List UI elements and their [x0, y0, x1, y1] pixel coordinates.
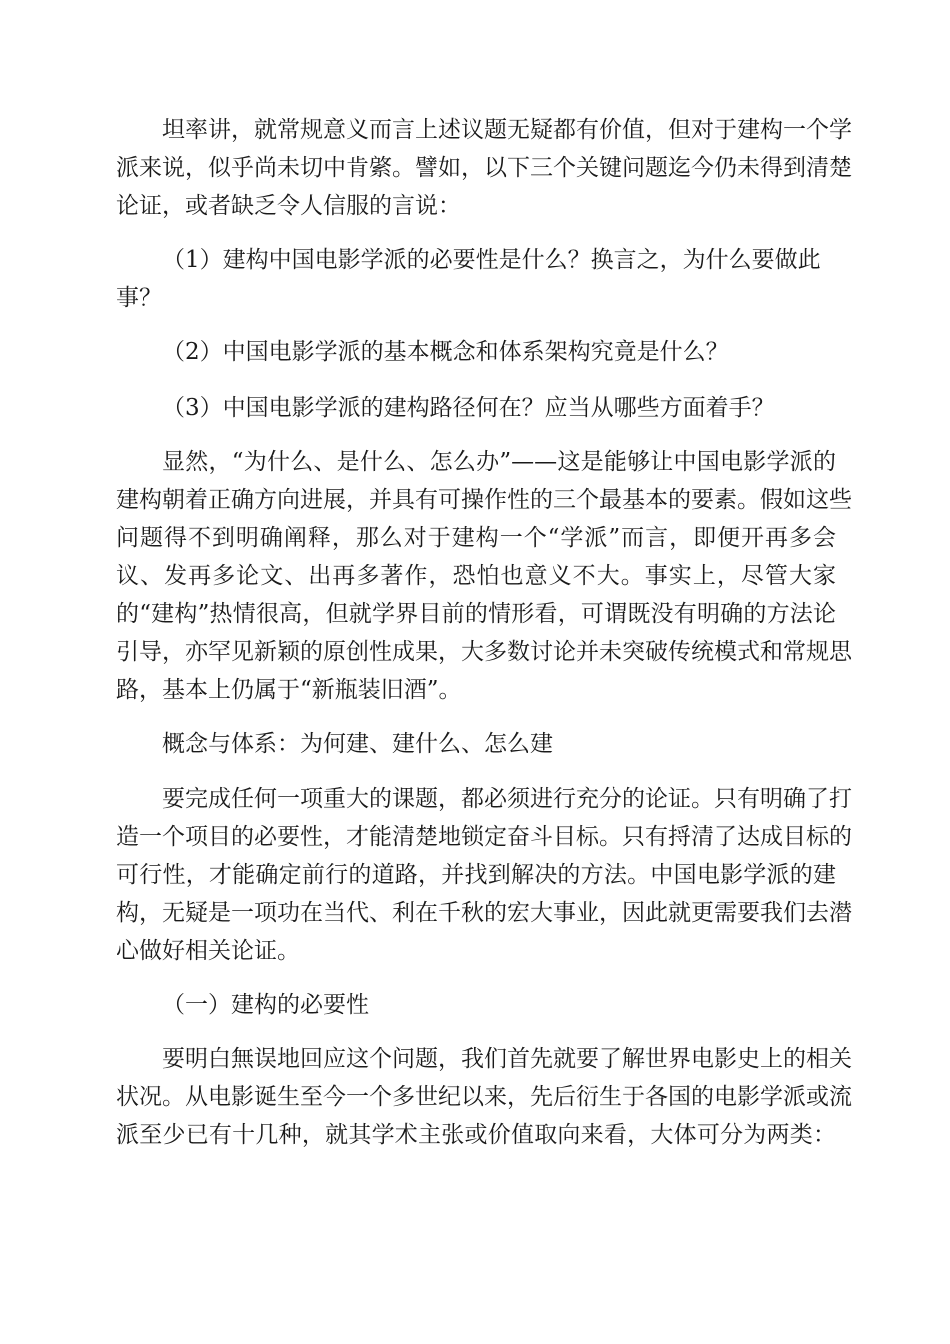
list-item-line: （1）建构中国电影学派的必要性是什么？换言之，为什么要做此: [162, 247, 821, 273]
paragraph-line: 坦率讲，就常规意义而言上述议题无疑都有价值，但对于建构一个学: [162, 117, 852, 143]
list-item-line: 事？: [116, 285, 162, 311]
paragraph-line: 心做好相关论证。: [116, 938, 300, 964]
paragraph-line: 派来说，似乎尚未切中肯綮。譬如，以下三个关键问题迄今仍未得到清楚: [116, 155, 852, 181]
paragraph-line: 可行性，才能确定前行的道路，并找到解决的方法。中国电影学派的建: [116, 862, 836, 888]
paragraph-line: 路，基本上仍属于“新瓶装旧酒”。: [116, 677, 462, 703]
paragraph-line: 显然，“为什么、是什么、怎么办”——这是能够让中国电影学派的: [162, 449, 836, 475]
paragraph-line: 派至少已有十几种，就其学术主张或价值取向来看，大体可分为两类：: [116, 1122, 836, 1148]
paragraph-line: 要完成任何一项重大的课题，都必须进行充分的论证。只有明确了打: [162, 786, 852, 812]
section-heading: 概念与体系：为何建、建什么、怎么建: [162, 731, 553, 757]
paragraph-line: 要明白無误地回应这个问题，我们首先就要了解世界电影史上的相关: [162, 1046, 852, 1072]
subsection-heading: （一）建构的必要性: [162, 992, 369, 1018]
list-item-line: （3）中国电影学派的建构路径何在？应当从哪些方面着手？: [162, 395, 775, 421]
list-item-line: （2）中国电影学派的基本概念和体系架构究竟是什么？: [162, 339, 729, 365]
paragraph-line: 造一个项目的必要性，才能清楚地锁定奋斗目标。只有捋清了达成目标的: [116, 824, 852, 850]
paragraph-line: 引导，亦罕见新颖的原创性成果，大多数讨论并未突破传统模式和常规思: [116, 639, 852, 665]
paragraph-line: 议、发再多论文、出再多著作，恐怕也意义不大。事实上，尽管大家: [116, 563, 836, 589]
paragraph-line: 论证，或者缺乏令人信服的言说：: [116, 193, 461, 219]
paragraph-line: 的“建构”热情很高，但就学界目前的情形看，可谓既没有明确的方法论: [116, 601, 836, 627]
paragraph-line: 构，无疑是一项功在当代、利在千秋的宏大事业，因此就更需要我们去潜: [116, 900, 852, 926]
paragraph-line: 状况。从电影诞生至今一个多世纪以来，先后衍生于各国的电影学派或流: [116, 1084, 852, 1110]
paragraph-line: 问题得不到明确阐释，那么对于建构一个“学派”而言，即便开再多会: [116, 525, 836, 551]
paragraph-line: 建构朝着正确方向进展，并具有可操作性的三个最基本的要素。假如这些: [116, 487, 852, 513]
